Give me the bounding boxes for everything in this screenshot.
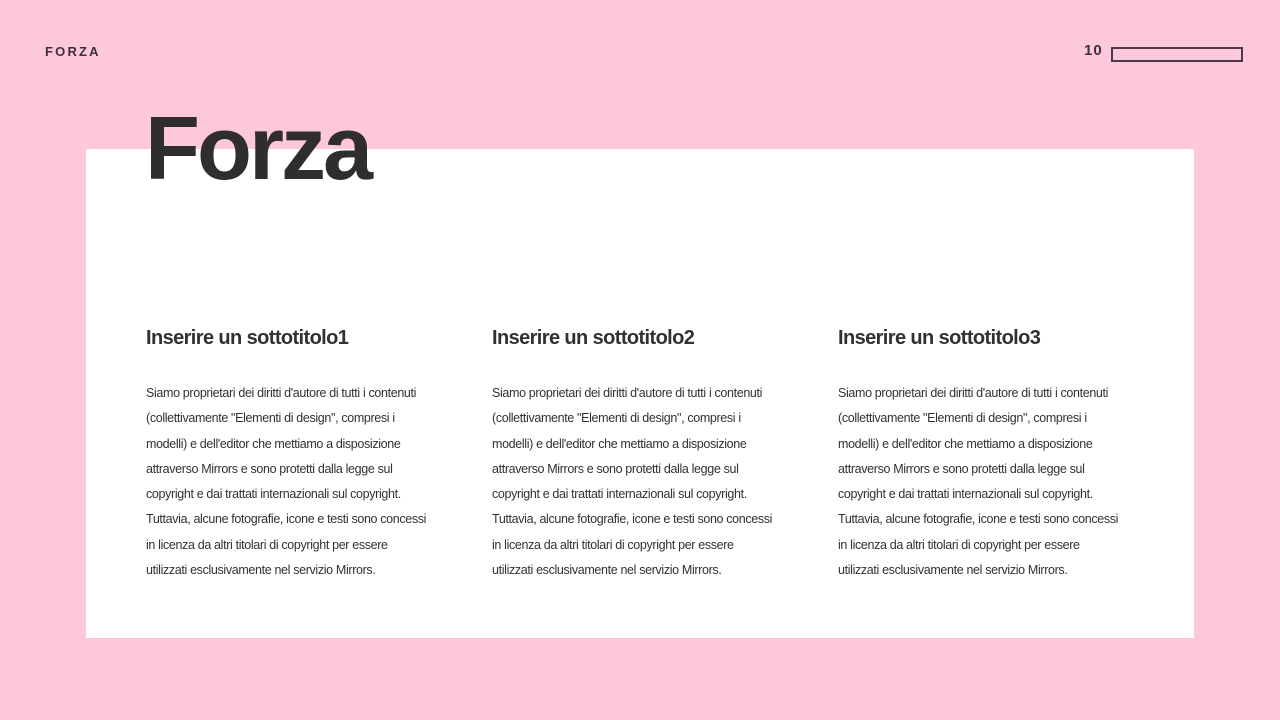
brand-label: FORZA [45, 44, 101, 59]
progress-bar [1111, 47, 1243, 62]
body-text-line: Tuttavia, alcune fotografie, icone e testi sono concessi [492, 512, 773, 527]
body-text-line: modelli) e dell'editor che mettiamo a disposizione [838, 436, 1093, 451]
body-text-line: in licenza da altri titolari di copyright per essere [146, 537, 388, 552]
column-3 [838, 325, 1158, 583]
body-text-line: utilizzati esclusivamente nel servizio Mirrors. [492, 563, 722, 578]
page-number: 10 [1084, 42, 1103, 59]
column-body [838, 381, 1158, 583]
body-text-line: modelli) e dell'editor che mettiamo a disposizione [146, 436, 401, 451]
body-text-line: in licenza da altri titolari di copyright per essere [492, 537, 734, 552]
body-text-line: (collettivamente "Elementi di design", compresi i [492, 411, 741, 426]
body-text-line: Siamo proprietari dei diritti d'autore di tutti i contenuti [492, 386, 763, 400]
page-title: Forza [145, 99, 371, 199]
body-text-line: Tuttavia, alcune fotografie, icone e testi sono concessi [146, 512, 427, 527]
body-text-line: (collettivamente "Elementi di design", compresi i [838, 411, 1087, 426]
body-text-line: in licenza da altri titolari di copyright per essere [838, 537, 1080, 552]
column-body [492, 381, 812, 583]
body-text-line: Siamo proprietari dei diritti d'autore di tutti i contenuti [146, 386, 417, 400]
body-text-line: copyright e dai trattati internazionali sul copyright. [492, 487, 747, 502]
body-text-line: copyright e dai trattati internazionali sul copyright. [838, 487, 1093, 502]
column-2 [492, 325, 812, 583]
body-text-line: Tuttavia, alcune fotografie, icone e testi sono concessi [838, 512, 1119, 527]
column-subtitle: Inserire un sottotitolo3 [838, 327, 1041, 349]
body-text-line: attraverso Mirrors e sono protetti dalla legge sul [838, 461, 1085, 476]
column-body [146, 381, 466, 583]
body-text-line: copyright e dai trattati internazionali sul copyright. [146, 487, 401, 502]
body-text-line: utilizzati esclusivamente nel servizio Mirrors. [146, 563, 376, 578]
column-subtitle: Inserire un sottotitolo2 [492, 327, 695, 349]
column-subtitle: Inserire un sottotitolo1 [146, 327, 349, 349]
body-text-line: Siamo proprietari dei diritti d'autore di tutti i contenuti [838, 386, 1109, 400]
body-text-line: modelli) e dell'editor che mettiamo a disposizione [492, 436, 747, 451]
body-text-line: utilizzati esclusivamente nel servizio Mirrors. [838, 563, 1068, 578]
body-text-line: attraverso Mirrors e sono protetti dalla legge sul [492, 461, 739, 476]
column-1 [146, 325, 466, 583]
body-text-line: attraverso Mirrors e sono protetti dalla legge sul [146, 461, 393, 476]
body-text-line: (collettivamente "Elementi di design", compresi i [146, 411, 395, 426]
